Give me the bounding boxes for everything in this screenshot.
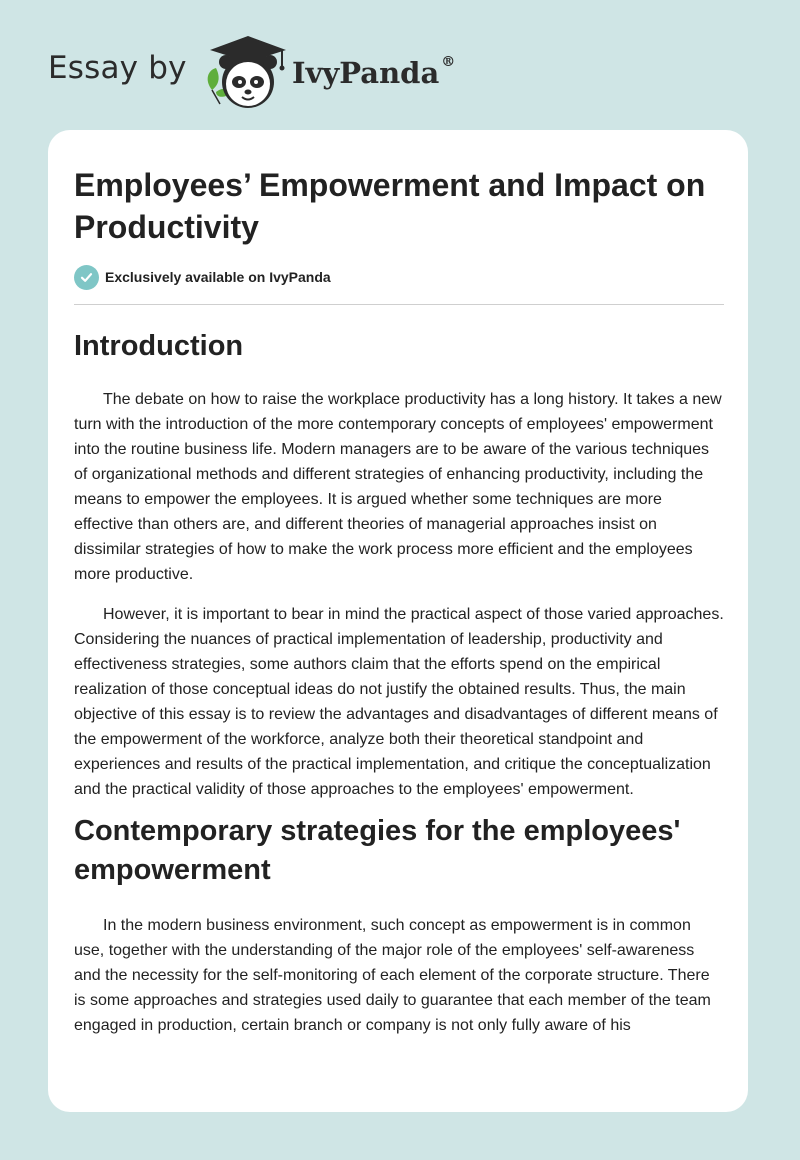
site-header xyxy=(0,0,800,130)
paragraph: In the modern business environment, such concept as empowerment is in common use, together with the understanding of the major role of the employees' self-awareness and the necessity for the self-monitoring of each element of the corporate structure. There is some approaches and strategies used daily to guarantee that each member of the team engaged in production, certain branch or company is not only fully aware of his xyxy=(74,917,711,1034)
essay-card xyxy=(48,130,748,1112)
essay-by-label: Essay by xyxy=(48,50,187,86)
essay-content xyxy=(74,164,724,1038)
exclusive-badge-label: Exclusively available on IvyPanda xyxy=(105,269,331,285)
paragraph: The debate on how to raise the workplace productivity has a long history. It takes a new turn with the introduction of the more contemporary concepts of employees' empowerment into the routine business life. Modern managers are to be aware of the various techniques of organizational methods and different strategies of enhancing productivity, including the means to empower the employees. It is argued whether some techniques are more effective than others are, and different theories of managerial approaches insist on dissimilar strategies of how to make the work process more efficient and the employees more productive. xyxy=(74,391,722,583)
check-circle-icon xyxy=(74,265,99,290)
section-heading-strategies: Contemporary strategies for the employees' empowerment xyxy=(74,815,681,886)
registered-mark: ® xyxy=(441,54,456,70)
page-title: Employees’ Empowerment and Impact on Productivity xyxy=(74,167,706,245)
panda-graduate-icon[interactable] xyxy=(198,30,298,114)
paragraph: However, it is important to bear in mind the practical aspect of those varied approaches. Considering the nuances of practical implementation of leadership, productivity and effectiveness strategies, some authors claim that the efforts spend on the empirical realization of those conceptual ideas do not justify the obtained results. Thus, the main objective of this essay is to review the advantages and disadvantages of different means of the empowerment of the workforce, analyze both their theoretical standpoint and experiences and results of the practical implementation, and critique the conceptualization and the practical validity of those approaches to the employees' empowerment. xyxy=(74,606,724,798)
brand-name: IvyPanda xyxy=(292,56,440,90)
section-heading-introduction: Introduction xyxy=(74,330,244,362)
exclusive-badge xyxy=(74,264,724,290)
divider xyxy=(74,304,724,305)
brand-logo-text[interactable] xyxy=(292,54,456,90)
